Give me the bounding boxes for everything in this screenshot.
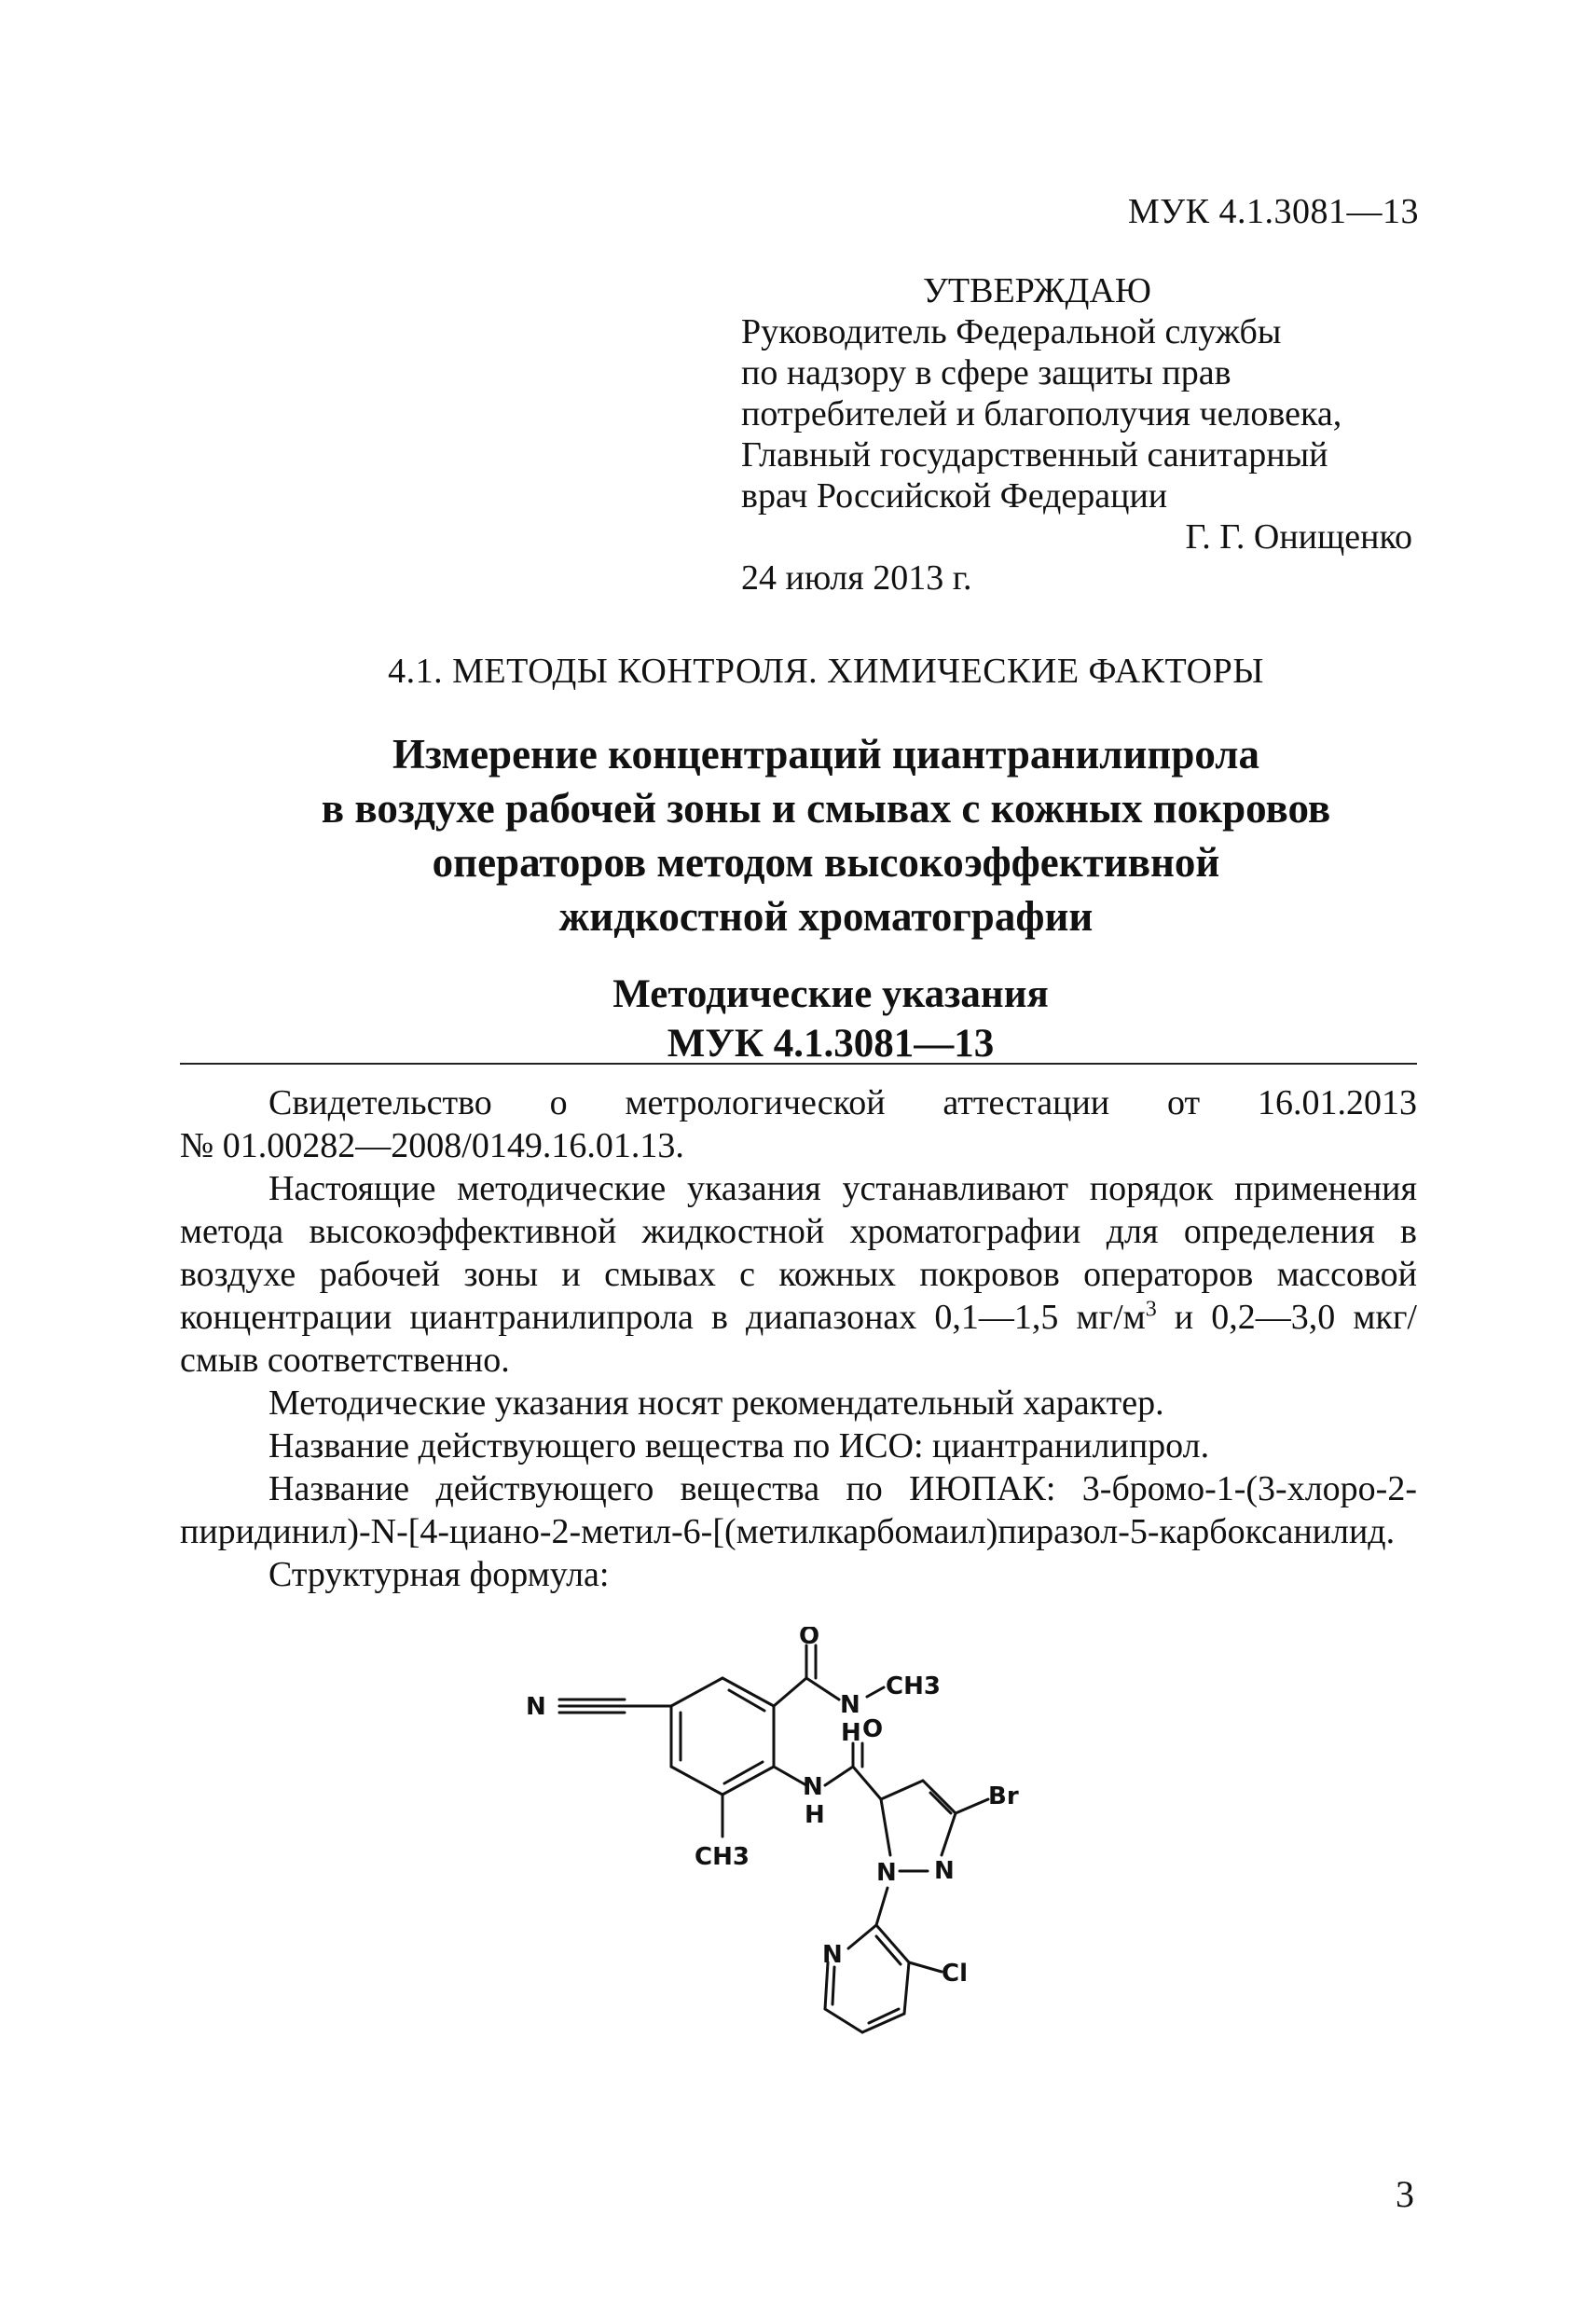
subtitle-line: Методические указания [612, 972, 1049, 1016]
approval-line: врач Российской Федерации [741, 476, 1168, 516]
page-number: 3 [1396, 2173, 1414, 2215]
atom-label: O [799, 1627, 820, 1650]
atom-label: N [840, 1691, 860, 1719]
approval-line: по надзору в сфере защиты прав [741, 353, 1231, 392]
scope-text-end: и 0,2—3,0 мкг/смыв соответственно. [180, 1298, 1417, 1380]
unit-superscript: 3 [1145, 1297, 1157, 1322]
atom-label: N [934, 1857, 955, 1885]
atom-label: N [876, 1859, 897, 1887]
certificate-paragraph: Свидетельство о метрологической аттестации от 16.01.2013 [268, 1083, 1417, 1122]
approval-block [741, 270, 1450, 599]
formula-caption: Структурная формула: [268, 1555, 610, 1594]
document-title [0, 727, 1596, 943]
title-line: операторов методом высокоэффективной [432, 839, 1220, 886]
title-line: в воздухе рабочей зоны и смывах с кожных покровов [321, 785, 1331, 832]
scope-text: Настоящие методические указания устанавливают порядок применения метода высокоэффективной жидкостной хроматографии для определения в воздухе рабочей зоны и смывах с кожных покровов операторов массовой концентрации циантранилипрола в диапазонах 0,1—1,5 мг/м [180, 1169, 1417, 1337]
atom-label: Br [988, 1782, 1019, 1810]
approval-line: Руководитель Федеральной службы [741, 312, 1282, 351]
atom-label: H [841, 1719, 861, 1747]
atom-label: CH3 [695, 1843, 750, 1871]
atom-label: Cl [942, 1960, 968, 1988]
document-code: МУК 4.1.3081—13 [1127, 192, 1419, 231]
atom-label: H [805, 1801, 825, 1829]
approval-date: 24 июля 2013 г. [741, 558, 972, 598]
approval-heading: УТВЕРЖДАЮ [923, 271, 1151, 310]
approval-signer: Г. Г. Онищенко [1185, 517, 1412, 557]
divider [180, 1063, 1417, 1065]
atom-label: N [526, 1693, 546, 1721]
title-line: жидкостной хроматографии [558, 893, 1094, 940]
iso-name-paragraph: Название действующего вещества по ИСО: циантранилипрол. [268, 1426, 1210, 1466]
atom-label: N [822, 1941, 843, 1969]
body-text [180, 1081, 1417, 1596]
approval-line: Главный государственный санитарный [741, 435, 1328, 475]
document-subtitle [0, 970, 1596, 1068]
iupac-name-paragraph: Название действующего вещества по ИЮПАК: 3-бромо-1-(3-хлоро-2-пиридинил)-N-[4-циано-2-метил-6-[(метилкарбомаил)пиразол-5-карбоксанилид. [180, 1469, 1417, 1551]
advisory-paragraph: Методические указания носят рекомендательный характер. [268, 1383, 1164, 1423]
section-heading: 4.1. МЕТОДЫ КОНТРОЛЯ. ХИМИЧЕСКИЕ ФАКТОРЫ [388, 652, 1264, 691]
scope-paragraph [180, 1167, 1417, 1382]
subtitle-code: МУК 4.1.3081—13 [667, 1022, 995, 1066]
structural-formula [485, 1627, 1081, 2093]
atom-label: N [803, 1773, 823, 1801]
certificate-number: № 01.00282—2008/0149.16.01.13. [180, 1126, 684, 1165]
atom-label: O [862, 1715, 884, 1743]
atom-label: CH3 [886, 1672, 941, 1700]
approval-line: потребителей и благополучия человека, [741, 394, 1342, 434]
structural-formula-drawing [485, 1627, 1081, 2093]
title-line: Измерение концентраций циантранилипрола [392, 731, 1260, 778]
